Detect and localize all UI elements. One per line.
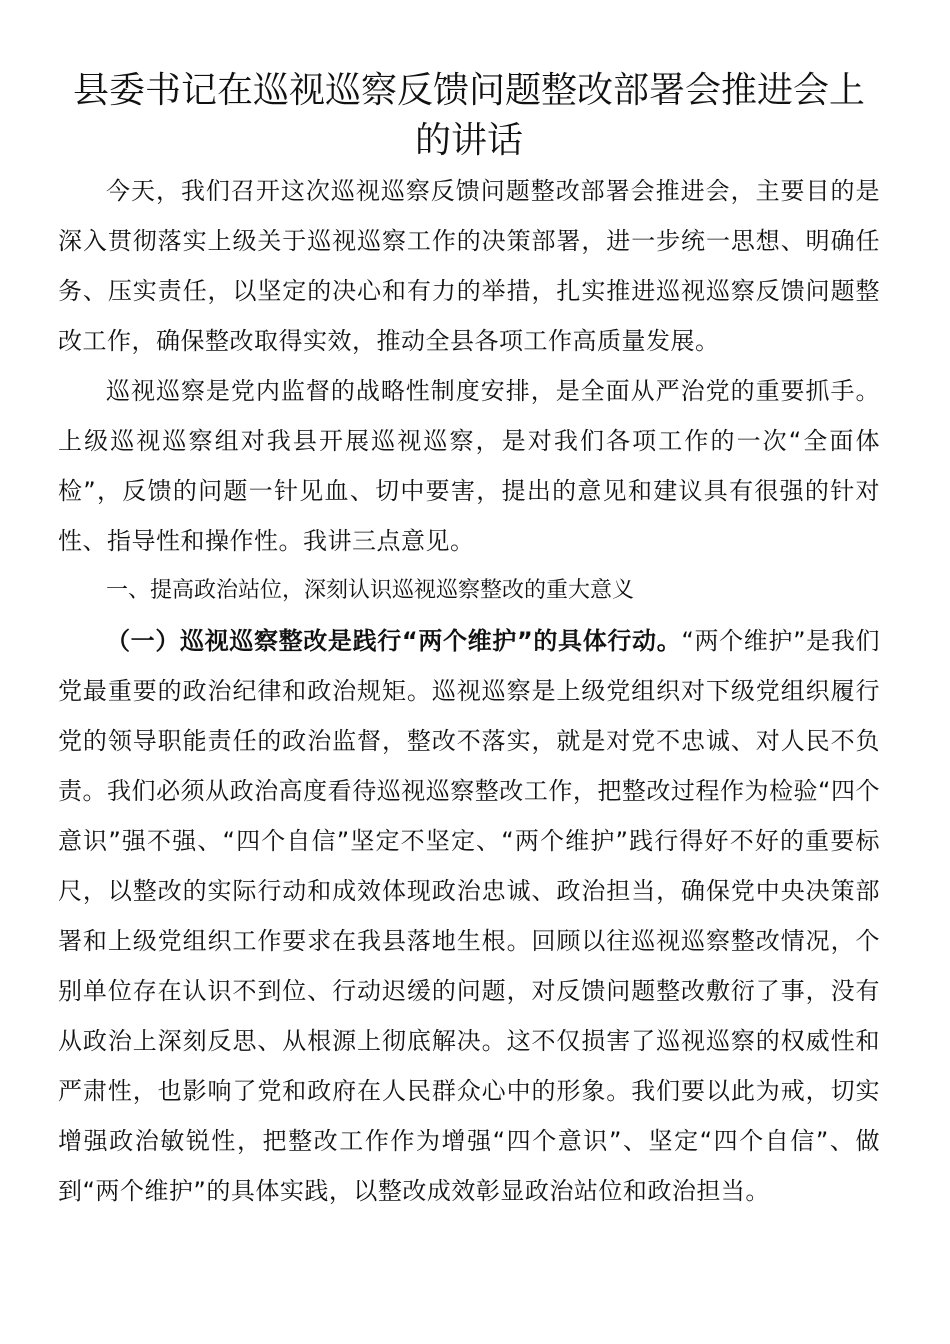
section-heading: 一、提高政治站位，深刻认识巡视巡察整改的重大意义 bbox=[106, 578, 635, 603]
document-title: 县委书记在巡视巡察反馈问题整改部署会推进会上的讲话 bbox=[72, 70, 865, 161]
paragraph-context: 巡视巡察是党内监督的战略性制度安排，是全面从严治党的重要抓手。上级巡视巡察组对我县开展巡视巡察，是对我们各项工作的一次“全面体检”，反馈的问题一针见血、切中要害，提出的意见和建议具有很强的针对性、指导性和操作性。我讲三点意见。 bbox=[58, 377, 880, 555]
subsection-body: “两个维护”是我们党最重要的政治纪律和政治规矩。巡视巡察是上级党组织对下级党组织履行党的领导职能责任的政治监督，整改不落实，就是对党不忠诚、对人民不负责。我们必须从政治高度看待巡视巡察整改工作，把整改过程作为检验“四个意识”强不强、“四个自信”坚定不坚定、“两个维护”践行得好不好的重要标尺，以整改的实际行动和成效体现政治忠诚、政治担当，确保党中央决策部署和上级党组织工作要求在我县落地生根。回顾以往巡视巡察整改情况，个别单位存在认识不到位、行动迟缓的问题，对反馈问题整改敷衍了事，没有从政治上深刻反思、从根源上彻底解决。这不仅损害了巡视巡察的权威性和严肃性，也影响了党和政府在人民群众心中的形象。我们要以此为戒，切实增强政治敏锐性，把整改工作作为增强“四个意识”、坚定“四个自信”、做到“两个维护”的具体实践，以整改成效彰显政治站位和政治担当。 bbox=[58, 627, 880, 1205]
paragraph-intro: 今天，我们召开这次巡视巡察反馈问题整改部署会推进会，主要目的是深入贯彻落实上级关于巡视巡察工作的决策部署，进一步统一思想、明确任务、压实责任，以坚定的决心和有力的举措，扎实推进巡视巡察反馈问题整改工作，确保整改取得实效，推动全县各项工作高质量发展。 bbox=[58, 177, 880, 355]
subsection-paragraph bbox=[58, 616, 880, 1216]
document-page bbox=[58, 66, 880, 1216]
subsection-lead: （一）巡视巡察整改是践行“两个维护”的具体行动。 bbox=[106, 627, 682, 655]
